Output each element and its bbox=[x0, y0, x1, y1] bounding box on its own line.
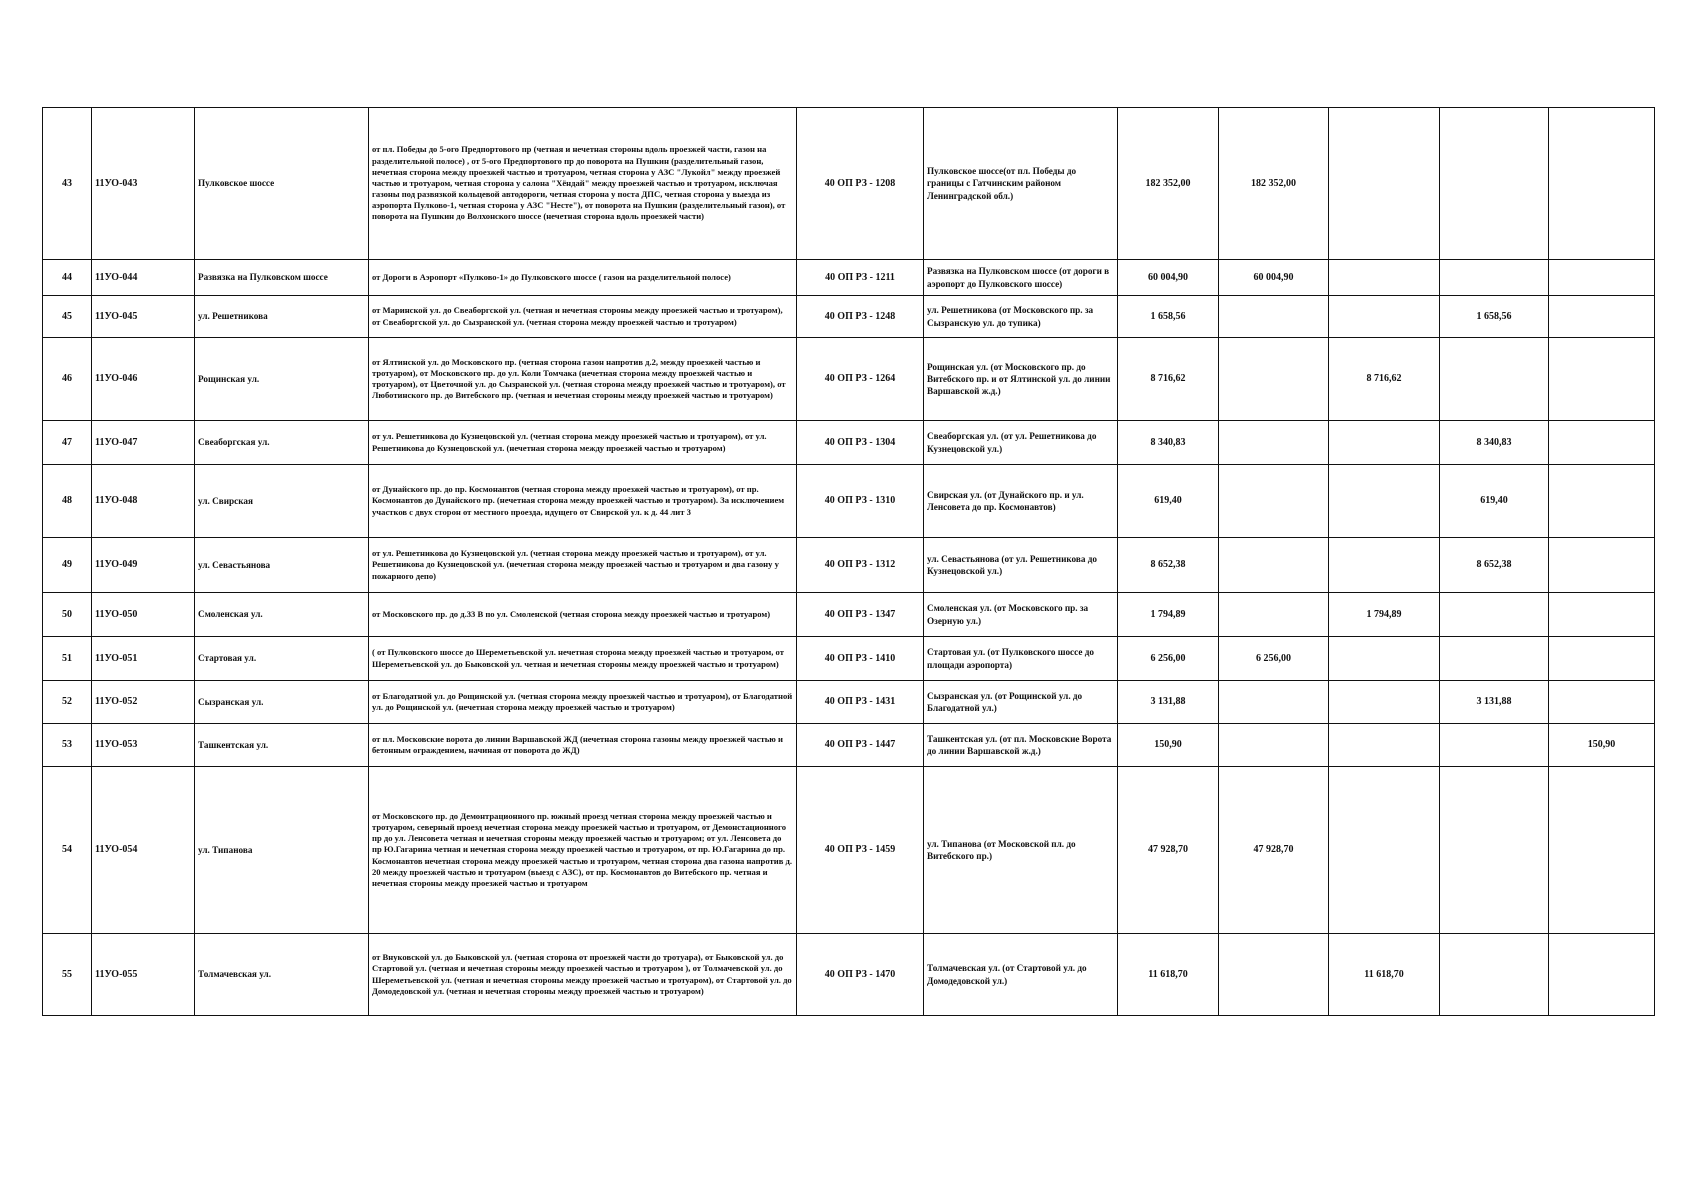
road-name: ул. Решетникова bbox=[195, 296, 369, 338]
row-code: 11УО-043 bbox=[92, 108, 195, 260]
registry-number: 40 ОП РЗ - 1248 bbox=[797, 296, 924, 338]
registry-number: 40 ОП РЗ - 1264 bbox=[797, 338, 924, 421]
table-row bbox=[43, 338, 1655, 421]
road-name: Развязка на Пулковском шоссе bbox=[195, 260, 369, 296]
area-col-3 bbox=[1440, 593, 1549, 637]
area-col-2 bbox=[1329, 108, 1440, 260]
section-description: от Ялтинской ул. до Московского пр. (четная сторона газон напротив д.2, между проезжей частью и тротуаром), от Московского пр. до ул. Коли Томчака (нечетная сторона между проезжей частью и тротуаром), от Цветочной ул. до Сызранской ул. (четная сторона между проезжей частью и тротуаром), от Люботинского пр. до Витебского пр. (четная и нечетная стороны между проезжей частью и тротуаром) bbox=[369, 338, 797, 421]
area-col-1: 6 256,00 bbox=[1219, 637, 1329, 681]
row-code: 11УО-046 bbox=[92, 338, 195, 421]
roads-table bbox=[42, 107, 1655, 1016]
area-total: 3 131,88 bbox=[1118, 681, 1219, 724]
area-total: 150,90 bbox=[1118, 724, 1219, 767]
area-total: 8 716,62 bbox=[1118, 338, 1219, 421]
area-col-1 bbox=[1219, 593, 1329, 637]
area-col-2 bbox=[1329, 421, 1440, 465]
row-code: 11УО-051 bbox=[92, 637, 195, 681]
row-number: 46 bbox=[43, 338, 92, 421]
area-total: 47 928,70 bbox=[1118, 767, 1219, 934]
registry-number: 40 ОП РЗ - 1304 bbox=[797, 421, 924, 465]
area-col-1 bbox=[1219, 421, 1329, 465]
table-row bbox=[43, 767, 1655, 934]
area-col-1: 60 004,90 bbox=[1219, 260, 1329, 296]
row-code: 11УО-052 bbox=[92, 681, 195, 724]
row-number: 51 bbox=[43, 637, 92, 681]
area-col-4 bbox=[1549, 593, 1655, 637]
area-col-2: 11 618,70 bbox=[1329, 934, 1440, 1016]
table-row bbox=[43, 260, 1655, 296]
area-total: 1 794,89 bbox=[1118, 593, 1219, 637]
area-col-3 bbox=[1440, 108, 1549, 260]
table-body bbox=[43, 108, 1655, 1016]
road-object: Ташкентская ул. (от пл. Московские Ворота до линии Варшавской ж.д.) bbox=[924, 724, 1118, 767]
registry-number: 40 ОП РЗ - 1310 bbox=[797, 465, 924, 538]
section-description: от ул. Решетникова до Кузнецовской ул. (четная сторона между проезжей частью и тротуаром), от ул. Решетникова до Кузнецовской ул. (нечетная сторона между проезжей частью и тротуаром и два газону у пожарного депо) bbox=[369, 538, 797, 593]
area-col-4 bbox=[1549, 108, 1655, 260]
area-col-3: 8 652,38 bbox=[1440, 538, 1549, 593]
table-row bbox=[43, 593, 1655, 637]
area-col-2 bbox=[1329, 296, 1440, 338]
registry-number: 40 ОП РЗ - 1347 bbox=[797, 593, 924, 637]
area-col-1: 182 352,00 bbox=[1219, 108, 1329, 260]
row-number: 48 bbox=[43, 465, 92, 538]
area-col-1 bbox=[1219, 465, 1329, 538]
area-col-3: 619,40 bbox=[1440, 465, 1549, 538]
section-description: от пл. Победы до 5-ого Предпортового пр (четная и нечетная стороны вдоль проезжей части, газон на разделительной полосе) , от 5-ого Предпортового пр до поворота на Пушкин (разделительный газон, нечетная сторона между проезжей частью и тротуаром, четная сторона у АЗС "Лукойл" между проезжей частью и тротуаром, четная сторона у салона "Хёндай" между проезжей частью и тротуаром, исключая газоны под развязкой кольцевой автодороги, четная сторона у поста ДПС, четная сторона у выезда из аэропорта Пулково-1, четная сторона у АЗС "Несте"), от поворота на Пушкин (разделительный газон), от поворота на Пушкин до Волхонского шоссе (нечетная сторона вдоль проезжей части) bbox=[369, 108, 797, 260]
road-object: Стартовая ул. (от Пулковского шоссе до площади аэропорта) bbox=[924, 637, 1118, 681]
area-total: 1 658,56 bbox=[1118, 296, 1219, 338]
row-code: 11УО-048 bbox=[92, 465, 195, 538]
area-col-3 bbox=[1440, 934, 1549, 1016]
road-name: Ташкентская ул. bbox=[195, 724, 369, 767]
table-row bbox=[43, 934, 1655, 1016]
road-object: ул. Типанова (от Московской пл. до Витебского пр.) bbox=[924, 767, 1118, 934]
registry-number: 40 ОП РЗ - 1447 bbox=[797, 724, 924, 767]
area-col-4 bbox=[1549, 637, 1655, 681]
section-description: от ул. Решетникова до Кузнецовской ул. (четная сторона между проезжей частью и тротуаром), от ул. Решетникова до Кузнецовской ул. (нечетная сторона между проезжей частью и тротуаром) bbox=[369, 421, 797, 465]
area-col-2: 8 716,62 bbox=[1329, 338, 1440, 421]
area-col-2 bbox=[1329, 538, 1440, 593]
registry-number: 40 ОП РЗ - 1211 bbox=[797, 260, 924, 296]
area-col-2: 1 794,89 bbox=[1329, 593, 1440, 637]
section-description: от Маринской ул. до Свеаборгской ул. (четная и нечетная стороны между проезжей частью и тротуаром), от Свеаборгской ул. до Сызранской ул. (четная сторона между проезжей частью и тротуаром) bbox=[369, 296, 797, 338]
row-code: 11УО-054 bbox=[92, 767, 195, 934]
section-description: от Благодатной ул. до Рощинской ул. (четная сторона между проезжей частью и тротуаром), от Благодатной ул. до Рощинской ул. (нечетная сторона между проезжей частью и тротуаром) bbox=[369, 681, 797, 724]
row-number: 50 bbox=[43, 593, 92, 637]
area-col-2 bbox=[1329, 260, 1440, 296]
area-col-4 bbox=[1549, 465, 1655, 538]
road-object: ул. Решетникова (от Московского пр. за Сызранскую ул. до тупика) bbox=[924, 296, 1118, 338]
section-description: от Дороги в Аэропорт «Пулково-1» до Пулковского шоссе ( газон на разделительной полосе) bbox=[369, 260, 797, 296]
row-code: 11УО-047 bbox=[92, 421, 195, 465]
road-object: Смоленская ул. (от Московского пр. за Озерную ул.) bbox=[924, 593, 1118, 637]
table-row bbox=[43, 637, 1655, 681]
area-col-1 bbox=[1219, 296, 1329, 338]
section-description: ( от Пулковского шоссе до Шереметьевской ул. нечетная сторона между проезжей частью и тротуаром, от Шереметьевской ул. до Быковской ул. четная и нечетная стороны между проезжей частью и тротуаром) bbox=[369, 637, 797, 681]
table-row bbox=[43, 538, 1655, 593]
area-col-2 bbox=[1329, 681, 1440, 724]
registry-number: 40 ОП РЗ - 1459 bbox=[797, 767, 924, 934]
row-code: 11УО-045 bbox=[92, 296, 195, 338]
row-number: 47 bbox=[43, 421, 92, 465]
road-object: Развязка на Пулковском шоссе (от дороги в аэропорт до Пулковского шоссе) bbox=[924, 260, 1118, 296]
row-number: 52 bbox=[43, 681, 92, 724]
road-object: Свирская ул. (от Дунайского пр. и ул. Ленсовета до пр. Космонавтов) bbox=[924, 465, 1118, 538]
table-row bbox=[43, 108, 1655, 260]
road-object: Сызранская ул. (от Рощинской ул. до Благодатной ул.) bbox=[924, 681, 1118, 724]
section-description: от Внуковской ул. до Быковской ул. (четная сторона от проезжей части до тротуара), от Быковской ул. до Стартовой ул. (четная и нечетная стороны между проезжей частью и тротуаром ), от Толмачевской ул. до Шереметьевской ул. (четная и нечетная стороны между проезжей частью и тротуаром), от Стартовой ул. до Домодедовской ул. (четная и нечетная стороны между проезжей частью и тротуаром) bbox=[369, 934, 797, 1016]
area-total: 60 004,90 bbox=[1118, 260, 1219, 296]
table-row bbox=[43, 724, 1655, 767]
area-col-2 bbox=[1329, 724, 1440, 767]
area-col-4 bbox=[1549, 338, 1655, 421]
section-description: от пл. Московские ворота до линии Варшавской ЖД (нечетная сторона газоны между проезжей частью и бетонным ограждением, начиная от поворота до ЖД) bbox=[369, 724, 797, 767]
road-object: Толмачевская ул. (от Стартовой ул. до Домодедовской ул.) bbox=[924, 934, 1118, 1016]
area-col-3 bbox=[1440, 767, 1549, 934]
registry-number: 40 ОП РЗ - 1208 bbox=[797, 108, 924, 260]
area-col-1 bbox=[1219, 338, 1329, 421]
road-object: ул. Севастьянова (от ул. Решетникова до Кузнецовской ул.) bbox=[924, 538, 1118, 593]
road-name: ул. Севастьянова bbox=[195, 538, 369, 593]
road-name: Толмачевская ул. bbox=[195, 934, 369, 1016]
area-total: 182 352,00 bbox=[1118, 108, 1219, 260]
row-code: 11УО-049 bbox=[92, 538, 195, 593]
registry-number: 40 ОП РЗ - 1431 bbox=[797, 681, 924, 724]
area-col-1 bbox=[1219, 681, 1329, 724]
area-col-4 bbox=[1549, 767, 1655, 934]
area-col-3 bbox=[1440, 260, 1549, 296]
area-total: 619,40 bbox=[1118, 465, 1219, 538]
row-number: 54 bbox=[43, 767, 92, 934]
area-col-4 bbox=[1549, 934, 1655, 1016]
area-col-2 bbox=[1329, 767, 1440, 934]
area-total: 6 256,00 bbox=[1118, 637, 1219, 681]
area-col-1 bbox=[1219, 538, 1329, 593]
row-code: 11УО-053 bbox=[92, 724, 195, 767]
area-col-4 bbox=[1549, 260, 1655, 296]
area-col-4 bbox=[1549, 421, 1655, 465]
road-name: Свеаборгская ул. bbox=[195, 421, 369, 465]
area-col-1 bbox=[1219, 934, 1329, 1016]
area-col-4 bbox=[1549, 538, 1655, 593]
document-sheet bbox=[42, 107, 1654, 1016]
section-description: от Московского пр. до д.33 В по ул. Смоленской (четная сторона между проезжей частью и тротуаром) bbox=[369, 593, 797, 637]
area-col-2 bbox=[1329, 465, 1440, 538]
row-number: 45 bbox=[43, 296, 92, 338]
area-total: 8 340,83 bbox=[1118, 421, 1219, 465]
road-name: Сызранская ул. bbox=[195, 681, 369, 724]
area-col-3: 1 658,56 bbox=[1440, 296, 1549, 338]
area-total: 11 618,70 bbox=[1118, 934, 1219, 1016]
area-col-1: 47 928,70 bbox=[1219, 767, 1329, 934]
road-name: ул. Типанова bbox=[195, 767, 369, 934]
row-number: 55 bbox=[43, 934, 92, 1016]
area-col-3 bbox=[1440, 338, 1549, 421]
table-row bbox=[43, 296, 1655, 338]
row-code: 11УО-044 bbox=[92, 260, 195, 296]
area-col-1 bbox=[1219, 724, 1329, 767]
row-number: 44 bbox=[43, 260, 92, 296]
table-row bbox=[43, 681, 1655, 724]
row-code: 11УО-050 bbox=[92, 593, 195, 637]
area-col-3 bbox=[1440, 724, 1549, 767]
area-col-3: 8 340,83 bbox=[1440, 421, 1549, 465]
area-col-4: 150,90 bbox=[1549, 724, 1655, 767]
road-name: Рощинская ул. bbox=[195, 338, 369, 421]
table-row bbox=[43, 421, 1655, 465]
area-col-3 bbox=[1440, 637, 1549, 681]
road-name: Пулковское шоссе bbox=[195, 108, 369, 260]
section-description: от Дунайского пр. до пр. Космонавтов (четная сторона между проезжей частью и тротуаром), от пр. Космонавтов до Дунайского пр. (нечетная сторона между проезжей частью и тротуаром). За исключением участков с двух сторон от местного проезда, идущего от Свирской ул. к д. 44 лит 3 bbox=[369, 465, 797, 538]
road-name: Стартовая ул. bbox=[195, 637, 369, 681]
road-object: Рощинская ул. (от Московского пр. до Витебского пр. и от Ялтинской ул. до линии Варшавской ж.д.) bbox=[924, 338, 1118, 421]
area-col-2 bbox=[1329, 637, 1440, 681]
table-row bbox=[43, 465, 1655, 538]
area-col-4 bbox=[1549, 681, 1655, 724]
row-number: 49 bbox=[43, 538, 92, 593]
area-col-3: 3 131,88 bbox=[1440, 681, 1549, 724]
registry-number: 40 ОП РЗ - 1470 bbox=[797, 934, 924, 1016]
registry-number: 40 ОП РЗ - 1312 bbox=[797, 538, 924, 593]
road-name: ул. Свирская bbox=[195, 465, 369, 538]
area-col-4 bbox=[1549, 296, 1655, 338]
area-total: 8 652,38 bbox=[1118, 538, 1219, 593]
row-number: 53 bbox=[43, 724, 92, 767]
road-object: Свеаборгская ул. (от ул. Решетникова до Кузнецовской ул.) bbox=[924, 421, 1118, 465]
road-object: Пулковское шоссе(от пл. Победы до границы с Гатчинским районом Ленинградской обл.) bbox=[924, 108, 1118, 260]
row-code: 11УО-055 bbox=[92, 934, 195, 1016]
road-name: Смоленская ул. bbox=[195, 593, 369, 637]
row-number: 43 bbox=[43, 108, 92, 260]
registry-number: 40 ОП РЗ - 1410 bbox=[797, 637, 924, 681]
section-description: от Московского пр. до Демонтрационного пр. южный проезд четная сторона между проезжей частью и тротуаром, северный проезд нечетная сторона между проезжей частью и тротуаром, от Демонстационного пр до ул. Ленсовета четная и нечетная стороны между проезжей частью и тротуаром; от ул. Ленсовета до пр Ю.Гагарина четная и нечетная сторона между проезжей частью и тротуаром, от пр. Ю.Гагарина до пр. Космонавтов нечетная сторона между проезжей частью и тротуаром, четная сторона два газона напротив д. 20 между проезжей частью и тротуаром (выезд с АЗС), от пр. Космонавтов до Витебского пр. четная и нечетная стороны между проезжей частью и тротуаром bbox=[369, 767, 797, 934]
